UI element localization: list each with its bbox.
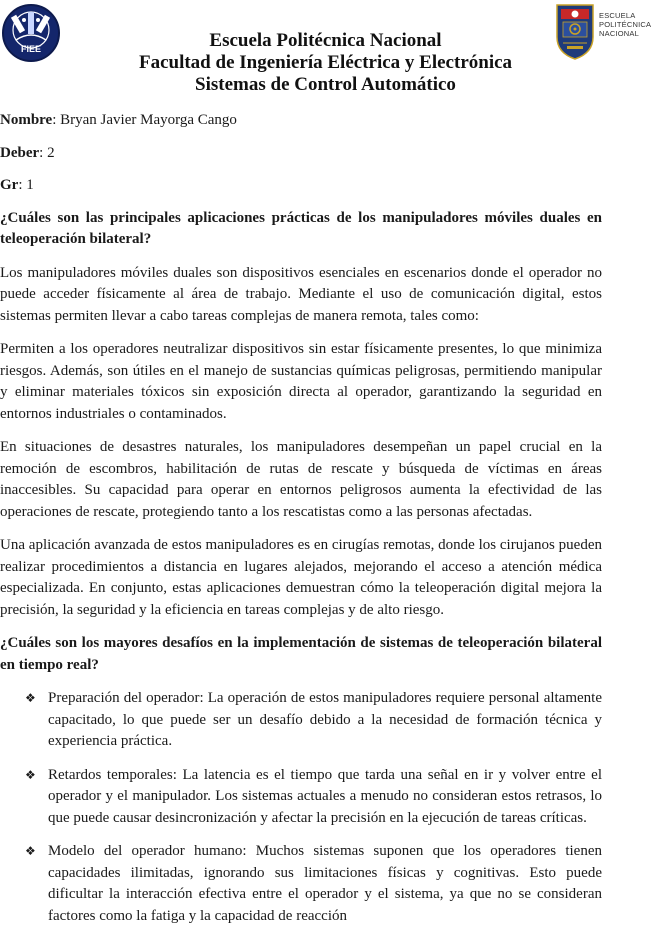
- paragraph: Los manipuladores móviles duales son dispositivos esenciales en escenarios donde el operador no puede acceder físicamente al área de trabajo. Mediante el uso de comunicación digital, estos sistemas permiten llevar a cabo tareas complejas de manera remota, tales como:: [0, 264, 602, 324]
- homework-label: Deber: [0, 144, 40, 161]
- paragraph: En situaciones de desastres naturales, los manipuladores desempeñan un papel crucial en la remoción de escombros, habilitación de rutas de rescate y búsqueda de víctimas en áreas inaccesibles. Su capacidad para operar en entornos peligrosos aumenta la efectividad de las operaciones de rescate, protegiendo tanto a los rescatistas como a las personas afectadas.: [0, 439, 602, 520]
- document-header: [0, 30, 651, 96]
- diamond-bullet-icon: ❖: [25, 767, 36, 782]
- student-name-value: : Bryan Javier Mayorga Cango: [52, 112, 237, 128]
- list-item: [0, 688, 602, 753]
- list-item-text: Preparación del operador: La operación de estos manipuladores requiere personal altamente capacitado, lo que puede ser un desafío debido a la necesidad de formación técnica y experiencia práctica.: [48, 690, 602, 749]
- list-item: [0, 765, 602, 830]
- faculty-name: Facultad de Ingeniería Eléctrica y Electrónica: [138, 52, 513, 73]
- document-body: [0, 110, 602, 939]
- homework-number-line: [0, 143, 602, 165]
- list-item-text: Retardos temporales: La latencia es el tiempo que tarda una señal en ir y volver entre el operador y el manipulador. Los sistemas actuales a menudo no consideran estos retrasos, lo que puede causar desincronización y afectar la precisión en la ejecución de tareas críticas.: [48, 766, 602, 826]
- list-item: [0, 841, 602, 927]
- list-item-text: Modelo del operador humano: Muchos sistemas suponen que los operadores tienen capacidades ilimitadas, ignorando sus limitaciones físicas y cognitivas. Esto puede dificultar la interacción efectiva entre el operador y el sistema, ya que no se consideran factores como la fatiga y la capacidad de reacción: [48, 843, 602, 924]
- group-line: [0, 175, 602, 197]
- student-name-label: Nombre: [0, 112, 53, 128]
- paragraph: Una aplicación avanzada de estos manipuladores es en cirugías remotas, donde los cirujanos pueden realizar procedimientos a distancia en lugares alejados, mejorando el acceso a atención médica especializada. En conjunto, estas aplicaciones demuestran cómo la teleoperación digital mejora la precisión, la seguridad y la eficiencia en tareas complejas y de alto riesgo.: [0, 537, 602, 618]
- challenges-list: [0, 688, 602, 927]
- homework-value: : 2: [39, 144, 55, 161]
- question-1: ¿Cuáles son las principales aplicaciones prácticas de los manipuladores móviles duales en teleoperación bilateral?: [0, 209, 602, 247]
- fiee-logo-text: FIEE: [20, 44, 41, 54]
- question-2: ¿Cuáles son los mayores desafíos en la implementación de sistemas de teleoperación bilateral en tiempo real?: [0, 635, 602, 673]
- epn-logo-text: ESCUELA POLITÉCNICA NACIONAL: [599, 11, 651, 38]
- group-value: : 1: [18, 177, 34, 193]
- paragraph: Permiten a los operadores neutralizar dispositivos sin estar físicamente presentes, lo que minimiza riesgos. Además, son útiles en el manejo de sustancias químicas peligrosas, permitiendo manipular y eliminar materiales tóxicos sin exposición directa al operador, garantizando la seguridad en entornos industriales o contaminados.: [0, 341, 602, 422]
- diamond-bullet-icon: ❖: [25, 844, 36, 858]
- institution-name: Escuela Politécnica Nacional: [209, 30, 442, 51]
- group-label: Gr: [0, 177, 19, 193]
- diamond-bullet-icon: ❖: [25, 691, 36, 705]
- course-name: Sistemas de Control Automático: [195, 74, 456, 95]
- student-name-line: [0, 110, 602, 132]
